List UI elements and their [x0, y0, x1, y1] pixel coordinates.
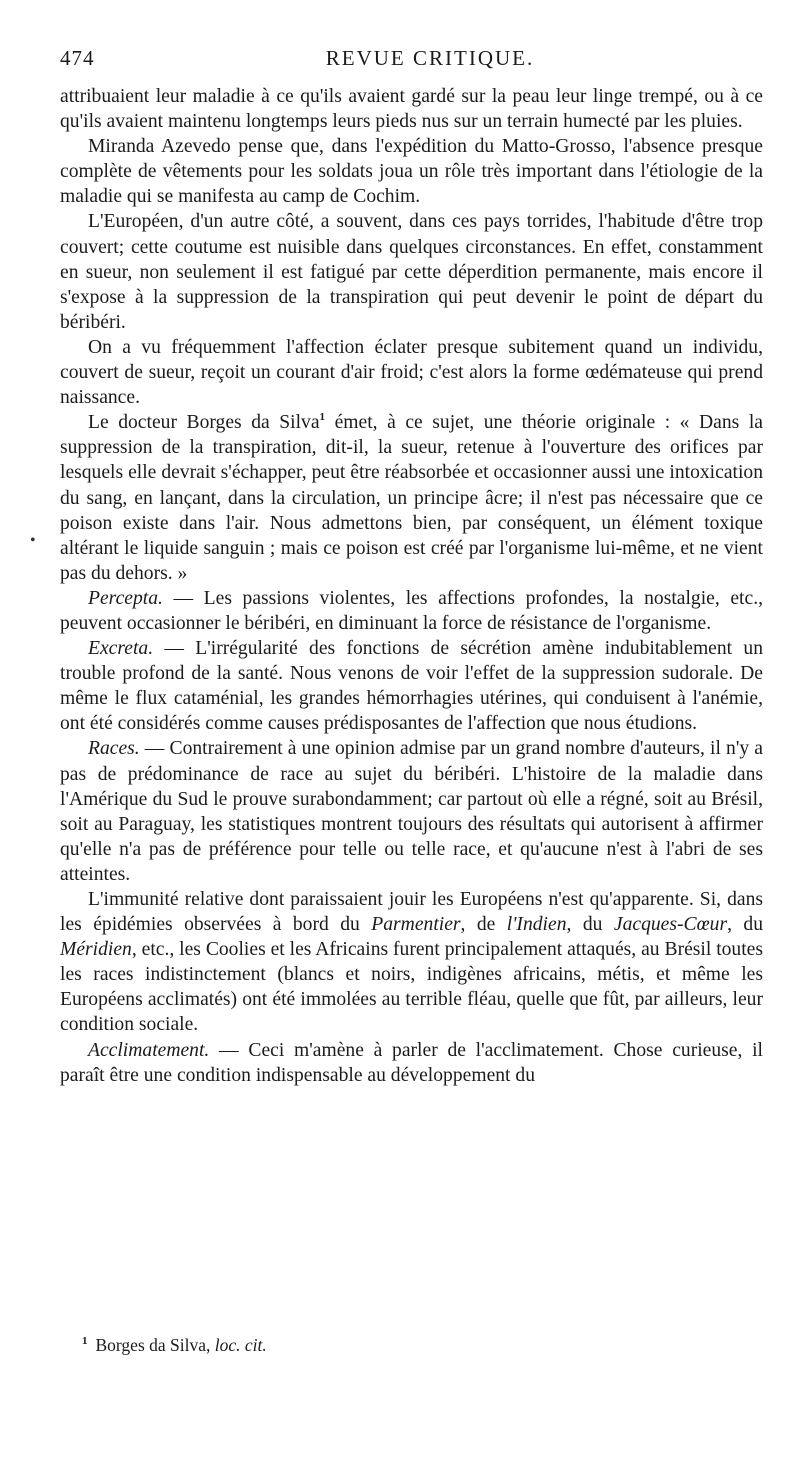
- paragraph-races: [60, 736, 763, 887]
- immunite-text-2: , de: [460, 914, 507, 936]
- paragraph-borges: [60, 410, 763, 586]
- immunite-text-1: L'immunité relative dont paraissaient jouir les Européens n'est qu'apparente. Si, dans les épidémies observées à bord du: [60, 889, 763, 936]
- page-number: 474: [60, 46, 95, 70]
- paragraph-continuation: attribuaient leur maladie à ce qu'ils avaient gardé sur la peau leur linge trempé, ou à ce qu'ils avaient maintenu longtemps leurs pieds nus sur un terrain humecté par les pluies.: [60, 86, 763, 133]
- paragraph-courant-air: On a vu fréquemment l'affection éclater presque subitement quand un individu, couvert de sueur, reçoit un courant d'air froid; c'est alors la forme œdémateuse qui prend naissance.: [60, 336, 763, 409]
- footnote: [82, 1334, 742, 1356]
- paragraph-immunite: [60, 887, 763, 1038]
- paragraph-miranda: Miranda Azevedo pense que, dans l'expédition du Matto-Grosso, l'absence presque complète de vêtements pour les soldats joua un rôle très important dans l'étiologie de la maladie qui se manifesta au camp de Cochim.: [60, 136, 763, 208]
- ship-name-indien: l'Indien: [506, 914, 567, 936]
- footnote-mark: 1: [82, 1335, 88, 1347]
- footnote-citation: loc. cit.: [214, 1335, 267, 1355]
- margin-mark: •: [30, 532, 36, 549]
- borges-text-after: émet, à ce sujet, une théorie originale : « Dans la suppression de la transpiration, dit-il, la sueur, retenue à l'ouverture des orifices par lesquels elle devrait s'échapper, peut être réabsorbée et occasionner aussi une intoxication du sang, en lançant, dans la circulation, un principe âcre; il n'est pas nécessaire que ce poison existe dans l'air. Nous admettons bien, par conséquent, un élément toxique altérant le liquide sanguin ; mais ce poison est créé par l'organisme lui-même, et ne vient pas du dehors. »: [60, 412, 763, 584]
- acclimatement-text: — Ceci m'amène à parler de l'acclimatement. Chose curieuse, il paraît être une condition indispensable au développement du: [60, 1039, 763, 1086]
- footnote-reference: 1: [319, 411, 326, 424]
- percepta-text: — Les passions violentes, les affections profondes, la nostalgie, etc., peuvent occasionner le béribéri, en diminuant la force de résistance de l'organisme.: [60, 587, 763, 634]
- paragraph-acclimatement: [60, 1038, 763, 1088]
- borges-text-before: Le docteur Borges da Silva: [88, 412, 320, 434]
- paragraph-percepta: [60, 586, 763, 636]
- ship-name-jacques-coeur: Jacques-Cœur: [613, 914, 728, 936]
- section-lead-races: Races.: [88, 738, 140, 760]
- paragraph-europeen: L'Européen, d'un autre côté, a souvent, dans ces pays torrides, l'habitude d'être trop couvert; cette coutume est nuisible dans quelques circonstances. En effet, constamment en sueur, non seulement il est fatigué par cette déperdition permanente, mais encore il s'expose à la suppression de la transpiration qui peut devenir le point de départ du béribéri.: [60, 211, 763, 333]
- races-text: — Contrairement à une opinion admise par un grand nombre d'auteurs, il n'y a pas de prédominance de race au sujet du béribéri. L'histoire de la maladie dans l'Amérique du Sud le prouve surabondamment; car partout où elle a régné, soit au Brésil, soit au Paraguay, les statistiques montrent toujours des résultats qui autorisent à affirmer qu'elle n'a pas de préférence pour telle ou telle race, et qu'aucune n'est à l'abri de ses atteintes.: [60, 738, 763, 885]
- ship-name-meridien: Méridien: [60, 939, 132, 961]
- section-lead-excreta: Excreta.: [88, 638, 154, 660]
- footnote-text: Borges da Silva,: [95, 1335, 215, 1355]
- paragraph-excreta: [60, 636, 763, 736]
- section-lead-acclimatement: Acclimatement.: [88, 1039, 210, 1061]
- ship-name-parmentier: Parmentier: [371, 914, 461, 936]
- immunite-text-5: , etc., les Coolies et les Africains furent principalement attaqués, au Brésil toutes les races indistinctement (blancs et noirs, indigènes africains, métis, et même les Européens acclimatés) ont été immolées au terrible fléau, quelle que fût, par ailleurs, leur condition sociale.: [60, 939, 763, 1036]
- running-head: REVUE CRITIQUE.: [325, 46, 535, 70]
- section-lead-percepta: Percepta.: [88, 587, 163, 609]
- immunite-text-3: , du: [566, 914, 614, 936]
- body-text: [60, 84, 763, 1088]
- page-header: [60, 46, 760, 74]
- excreta-text: — L'irrégularité des fonctions de sécrétion amène indubitablement un trouble profond de la santé. Nous venons de voir l'effet de la suppression sudorale. De même le flux cataménial, les grandes hémorrhagies utérines, qui conduisent à l'anémie, ont été considérés comme causes prédisposantes de l'affection que nous étudions.: [60, 638, 763, 735]
- immunite-text-4: , du: [727, 914, 764, 936]
